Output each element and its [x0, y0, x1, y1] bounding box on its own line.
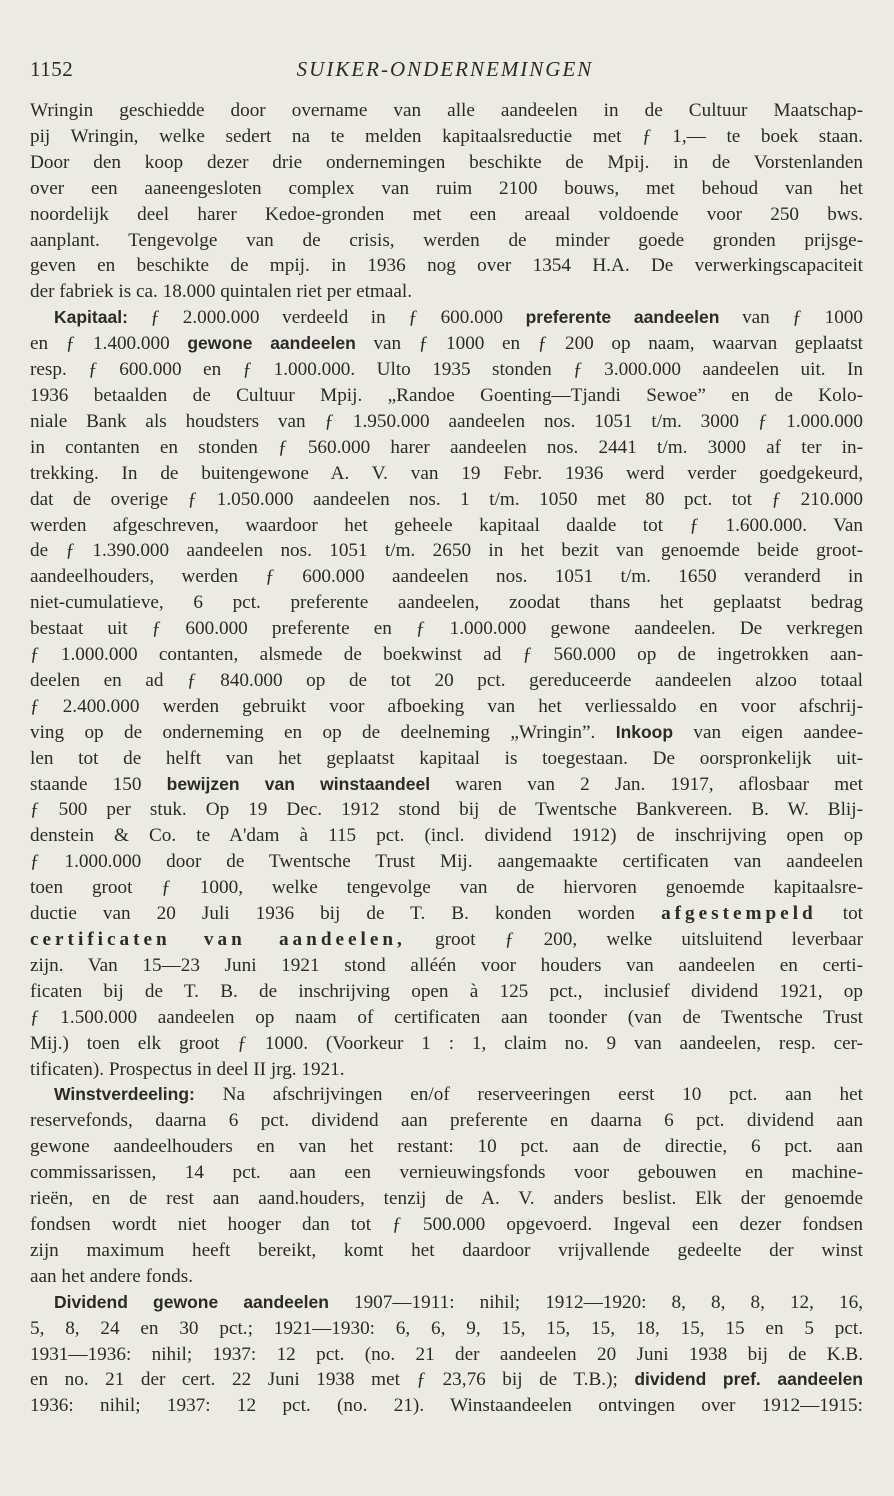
text-line: aandeelhouders, werden ƒ 600.000 aandeelen nos. 1051 t/m. 1650 veranderd in	[30, 566, 863, 588]
text-line: ƒ 1.500.000 aandeelen op naam of certificaten aan toonder (van de Twentsche Trust	[30, 1006, 863, 1028]
text-line: zijn maximum heeft bereikt, komt het daardoor vrijvallende gedeelte der winst	[30, 1239, 863, 1261]
text-line: tificaten). Prospectus in deel II jrg. 1921.	[30, 1058, 345, 1080]
text-line: niet-cumulatieve, 6 pct. preferente aandeelen, zoodat thans het geplaatst bedrag	[30, 592, 863, 614]
text-run: Na afschrijvingen en/of reserveeringen eerst 10 pct. aan het	[194, 1084, 863, 1106]
text-line: gewone aandeelhouders en van het restant: 10 pct. aan de directie, 6 pct. aan	[30, 1136, 863, 1158]
bold-term: bewijzen van winstaandeel	[166, 773, 431, 794]
text-line: ficaten bij de T. B. de inschrijving open à 125 pct., inclusief dividend 1921, op	[30, 980, 863, 1002]
text-line	[30, 927, 863, 953]
text-line	[30, 1290, 863, 1316]
text-line: toen groot ƒ 1000, welke tengevolge van de hiervoren genoemde kapitaalsre-	[30, 877, 863, 899]
text-line: dat de overige ƒ 1.050.000 aandeelen nos. 1 t/m. 1050 met 80 pct. tot ƒ 210.000	[30, 488, 863, 510]
text-line: noordelijk deel harer Kedoe-gronden met een areaal voldoende voor 250 bws.	[30, 203, 863, 225]
text-run: van ƒ 1000 en ƒ 200 op naam, waarvan geplaatst	[355, 333, 864, 355]
text-line	[30, 1367, 863, 1393]
text-line: aanplant. Tengevolge van de crisis, werden de minder goede gronden prijsge-	[30, 229, 863, 251]
text-line: ƒ 500 per stuk. Op 19 Dec. 1912 stond bij de Twentsche Bankvereen. B. W. Blij-	[30, 799, 863, 821]
text-line: Door den koop dezer drie ondernemingen beschikte de Mpij. in de Vorstenlanden	[30, 151, 863, 173]
text-line: Wringin geschiedde door overname van alle aandeelen in de Cultuur Maatschap-	[30, 100, 863, 121]
text-line: ƒ 1.000.000 door de Twentsche Trust Mij. aangemaakte certificaten van aandeelen	[30, 851, 863, 873]
text-line	[30, 772, 863, 798]
bold-term: gewone aandeelen	[187, 333, 356, 354]
text-line: 1931—1936: nihil; 1937: 12 pct. (no. 21 der aandeelen 20 Juni 1938 bij de K.B.	[30, 1343, 863, 1365]
text-run: ductie van 20 Juli 1936 bij de T. B. konden worden	[30, 903, 662, 925]
section-label-winstverdeeling: Winstverdeeling:	[54, 1084, 195, 1105]
text-run: staande 150	[30, 773, 167, 795]
page-header	[30, 57, 860, 87]
bold-term: dividend pref. aandeelen	[634, 1369, 863, 1390]
text-line: commissarissen, 14 pct. aan een vernieuwingsfonds voor gebouwen en machine-	[30, 1162, 863, 1184]
text-line	[30, 901, 863, 927]
bold-term: Inkoop	[615, 721, 674, 742]
spaced-term: afgestempeld	[661, 903, 817, 925]
section-label-dividend: Dividend gewone aandeelen	[54, 1291, 329, 1312]
text-line: 5, 8, 24 en 30 pct.; 1921—1930: 6, 6, 9, 15, 15, 15, 18, 15, 15 en 5 pct.	[30, 1317, 863, 1339]
text-line: in contanten en stonden ƒ 560.000 harer aandeelen nos. 2441 t/m. 3000 af ter in-	[30, 436, 863, 458]
text-run: groot ƒ 200, welke uitsluitend leverbaar	[405, 929, 863, 950]
text-line: zijn. Van 15—23 Juni 1921 stond alléén voor houders van aandeelen en certi-	[30, 954, 863, 976]
text-line: aan het andere fonds.	[30, 1265, 194, 1287]
text-line: rieën, en de rest aan aand.houders, tenzij de A. V. anders beslist. Elk der genoemde	[30, 1188, 863, 1210]
text-line: 1936: nihil; 1937: 12 pct. (no. 21). Winstaandeelen ontvingen over 1912—1915:	[30, 1395, 863, 1417]
spaced-term: certificaten van aandeelen,	[30, 929, 406, 950]
text-line: der fabriek is ca. 18.000 quintalen riet per etmaal.	[30, 281, 412, 303]
text-line: fondsen wordt niet hooger dan tot ƒ 500.000 opgevoerd. Ingeval een dezer fondsen	[30, 1213, 863, 1235]
text-line: len tot de helft van het geplaatst kapitaal is toegestaan. De oorspronkelijk uit-	[30, 747, 863, 769]
text-line: niale Bank als houdsters van ƒ 1.950.000 aandeelen nos. 1051 t/m. 3000 ƒ 1.000.000	[30, 410, 863, 432]
text-run: 1907—1911: nihil; 1912—1920: 8, 8, 8, 12, 16,	[328, 1291, 863, 1313]
text-run: van eigen aandee-	[673, 721, 863, 743]
text-line: resp. ƒ 600.000 en ƒ 1.000.000. Ulto 1935 stonden ƒ 3.000.000 aandeelen uit. In	[30, 359, 863, 381]
text-line: ƒ 2.400.000 werden gebruikt voor afboeking van het verliessaldo en voor afschrij-	[30, 695, 863, 717]
text-run: ƒ 2.000.000 verdeeld in ƒ 600.000	[127, 307, 526, 329]
text-line: trekking. In de buitengewone A. V. van 19 Febr. 1936 werd verder goedgekeurd,	[30, 462, 863, 484]
text-line: deelen en ad ƒ 840.000 op de tot 20 pct. gereduceerde aandeelen alzoo totaal	[30, 669, 863, 691]
text-run: en ƒ 1.400.000	[30, 333, 188, 355]
text-run: tot	[816, 903, 863, 925]
running-title: SUIKER-ONDERNEMINGEN	[296, 57, 594, 81]
text-line: over een aaneengesloten complex van ruim 2100 bouws, met behoud van het	[30, 177, 863, 199]
text-run: waren van 2 Jan. 1917, aflosbaar met	[430, 773, 863, 795]
text-run: ving op de onderneming en op de deelneming „Wringin”.	[30, 721, 616, 743]
bold-term: preferente aandeelen	[525, 307, 720, 328]
text-line: geven en beschikte de mpij. in 1936 nog over 1354 H.A. De verwerkingscapaciteit	[30, 255, 863, 277]
text-line: reservefonds, daarna 6 pct. dividend aan preferente en daarna 6 pct. dividend aan	[30, 1110, 863, 1132]
text-line: de ƒ 1.390.000 aandeelen nos. 1051 t/m. 2650 in het bezit van genoemde beide groot-	[30, 540, 863, 562]
text-line: bestaat uit ƒ 600.000 preferente en ƒ 1.000.000 gewone aandeelen. De verkregen	[30, 618, 863, 640]
text-run: en no. 21 der cert. 22 Juni 1938 met ƒ 23,76 bij de T.B.);	[30, 1369, 635, 1391]
text-line: werden afgeschreven, waardoor het geheele kapitaal daalde tot ƒ 1.600.000. Van	[30, 514, 863, 536]
text-run: van ƒ 1000	[719, 307, 863, 329]
text-line: pij Wringin, welke sedert na te melden kapitaalsreductie met ƒ 1,— te boek staan.	[30, 125, 863, 147]
text-line: denstein & Co. te A'dam à 115 pct. (incl. dividend 1912) de inschrijving open op	[30, 825, 863, 847]
text-line	[30, 331, 863, 357]
text-line	[30, 720, 863, 746]
page-number: 1152	[30, 57, 74, 81]
text-line: Mij.) toen elk groot ƒ 1000. (Voorkeur 1 : 1, claim no. 9 van aandeelen, resp. cer-	[30, 1032, 863, 1054]
section-label-kapitaal: Kapitaal:	[54, 307, 128, 328]
text-line: 1936 betaalden de Cultuur Mpij. „Randoe Goenting—Tjandi Sewoe” en de Kolo-	[30, 384, 863, 406]
text-line: ƒ 1.000.000 contanten, alsmede de boekwinst ad ƒ 560.000 op de ingetrokken aan-	[30, 644, 863, 666]
body-text	[30, 98, 863, 1419]
text-line	[30, 1082, 863, 1108]
text-line	[30, 305, 863, 331]
